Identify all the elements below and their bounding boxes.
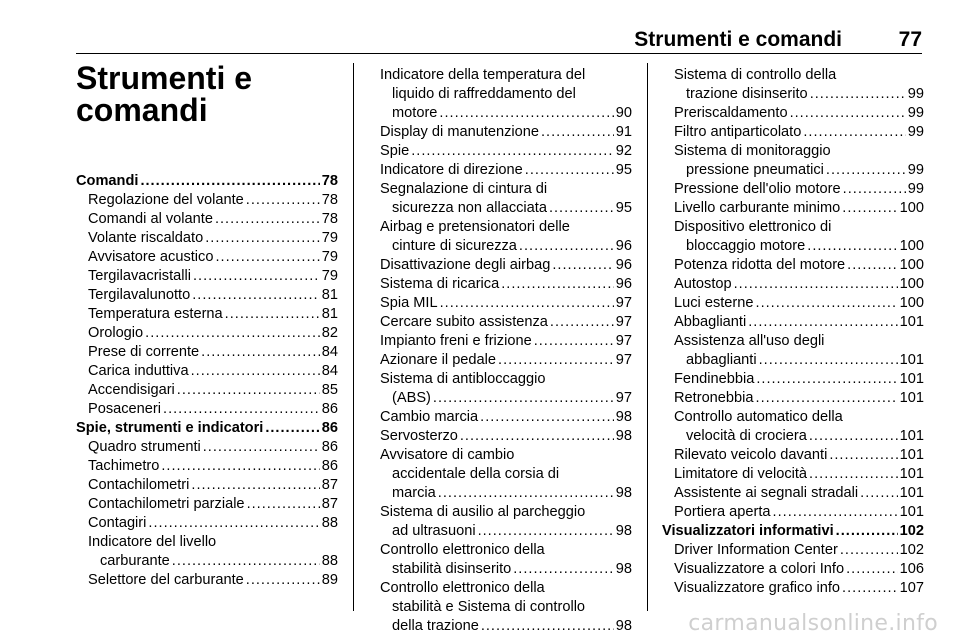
toc-page-number: 98 — [615, 618, 632, 634]
dot-leader — [549, 199, 614, 218]
toc-entry-line: Airbag e pretensionatori delle — [380, 219, 570, 235]
dot-leader — [215, 210, 320, 229]
toc-entry-label: Selettore del carburante — [88, 572, 244, 588]
toc-entry-label: Visualizzatore a colori Info — [674, 561, 845, 577]
toc-page-number: 100 — [899, 238, 924, 254]
toc-page-number: 88 — [321, 553, 338, 569]
toc-entry-label: Servosterzo — [380, 428, 458, 444]
dot-leader — [480, 408, 614, 427]
column-divider — [353, 63, 354, 611]
toc-entry-line: Sistema di monitoraggio — [674, 143, 831, 159]
toc-entry-line: Sistema di ausilio al parcheggio — [380, 504, 586, 520]
toc-page-number: 101 — [899, 447, 924, 463]
dot-leader — [525, 161, 614, 180]
toc-entry[interactable] — [368, 199, 632, 218]
toc-entry[interactable] — [662, 313, 924, 332]
toc-entry[interactable] — [368, 427, 632, 446]
toc-page-number: 90 — [615, 105, 632, 121]
dot-leader — [829, 446, 897, 465]
dot-leader — [734, 275, 898, 294]
toc-page-number: 101 — [899, 314, 924, 330]
toc-page-number: 84 — [321, 363, 338, 379]
toc-page-number: 81 — [321, 306, 338, 322]
toc-page-number: 99 — [907, 105, 924, 121]
dot-leader — [790, 104, 906, 123]
toc-page-number: 98 — [615, 561, 632, 577]
toc-entry-label: Tergilavalunotto — [88, 287, 191, 303]
dot-leader — [163, 400, 320, 419]
toc-entry-label: Portiera aperta — [674, 504, 771, 520]
toc-entry-label: Accendisigari — [88, 382, 175, 398]
toc-page-number: 101 — [899, 485, 924, 501]
toc-page-number: 85 — [321, 382, 338, 398]
toc-page-number: 98 — [615, 428, 632, 444]
toc-entry-label: Avvisatore acustico — [88, 249, 214, 265]
toc-entry-label: Carica induttiva — [88, 363, 189, 379]
toc-entry-line: Indicatore della temperatura del — [380, 67, 586, 83]
toc-entry-label: Fendinebbia — [674, 371, 755, 387]
toc-page-number: 107 — [899, 580, 924, 596]
toc-entry-label: Pressione dell'olio motore — [674, 181, 841, 197]
toc-entry[interactable] — [662, 370, 924, 389]
toc-entry[interactable] — [368, 161, 632, 180]
toc-page-number: 84 — [321, 344, 338, 360]
toc-entry-label: Cercare subito assistenza — [380, 314, 548, 330]
toc-entry-label: Visualizzatore grafico info — [674, 580, 841, 596]
toc-entry[interactable] — [76, 343, 338, 362]
toc-entry[interactable] — [662, 389, 924, 408]
dot-leader — [756, 389, 898, 408]
toc-entry[interactable] — [368, 313, 632, 332]
toc-entry-line: Controllo automatico della — [674, 409, 843, 425]
column-divider — [647, 63, 648, 611]
dot-leader — [192, 286, 320, 305]
toc-entry-label: carburante — [100, 553, 170, 569]
toc-entry[interactable] — [368, 275, 632, 294]
toc-page-number: 100 — [899, 257, 924, 273]
toc-page-number: 99 — [907, 86, 924, 102]
toc-entry-label: motore — [392, 105, 438, 121]
dot-leader — [203, 438, 320, 457]
toc-entry[interactable] — [76, 514, 338, 533]
toc-page-number: 86 — [321, 458, 338, 474]
toc-page-number: 98 — [615, 523, 632, 539]
dot-leader — [246, 571, 320, 590]
toc-entry-label: Abbaglianti — [674, 314, 747, 330]
toc-entry-label: Luci esterne — [674, 295, 754, 311]
toc-entry-label: Filtro antiparticolato — [674, 124, 802, 140]
toc-page-number: 101 — [899, 428, 924, 444]
toc-entry[interactable] — [76, 229, 338, 248]
dot-leader — [842, 199, 897, 218]
toc-column-1 — [76, 172, 338, 590]
header-rule — [76, 53, 922, 54]
toc-entry[interactable] — [368, 560, 632, 579]
toc-entry-label: Sistema di ricarica — [380, 276, 500, 292]
dot-leader — [247, 495, 320, 514]
toc-entry-label: Indicatore di direzione — [380, 162, 523, 178]
toc-entry[interactable] — [662, 180, 924, 199]
dot-leader — [191, 362, 320, 381]
dot-leader — [433, 389, 614, 408]
dot-leader — [807, 237, 897, 256]
toc-entry-label: Driver Information Center — [674, 542, 838, 558]
toc-entry-label: della trazione — [392, 618, 479, 634]
dot-leader — [140, 172, 319, 191]
toc-entry-line: Dispositivo elettronico di — [674, 219, 832, 235]
dot-leader — [205, 229, 320, 248]
toc-page-number: 99 — [907, 124, 924, 140]
toc-page-number: 81 — [321, 287, 338, 303]
toc-page-number: 100 — [899, 295, 924, 311]
toc-entry[interactable] — [662, 560, 924, 579]
toc-page-number: 106 — [899, 561, 924, 577]
toc-entry[interactable] — [76, 476, 338, 495]
toc-entry[interactable] — [368, 617, 632, 636]
dot-leader — [810, 85, 906, 104]
dot-leader — [501, 275, 614, 294]
toc-entry[interactable] — [368, 142, 632, 161]
toc-page-number: 99 — [907, 181, 924, 197]
toc-entry[interactable] — [76, 324, 338, 343]
toc-page-number: 102 — [899, 523, 924, 539]
toc-entry[interactable] — [662, 199, 924, 218]
toc-entry[interactable] — [662, 237, 924, 256]
toc-entry-label: Regolazione del volante — [88, 192, 244, 208]
toc-entry-line: Controllo elettronico della — [380, 580, 545, 596]
dot-leader — [803, 123, 905, 142]
dot-leader — [246, 191, 320, 210]
toc-entry[interactable] — [76, 210, 338, 229]
dot-leader — [773, 503, 898, 522]
chapter-title-line: Strumenti e — [76, 60, 253, 96]
toc-entry[interactable] — [76, 495, 338, 514]
dot-leader — [809, 465, 898, 484]
dot-leader — [481, 617, 614, 636]
running-header-title: Strumenti e comandi — [634, 28, 842, 51]
toc-page-number: 100 — [899, 200, 924, 216]
dot-leader — [748, 313, 897, 332]
toc-page-number: 96 — [615, 257, 632, 273]
toc-entry-line: accidentale della corsia di — [392, 466, 560, 482]
toc-entry[interactable] — [662, 427, 924, 446]
dot-leader — [826, 161, 906, 180]
toc-entry[interactable] — [76, 457, 338, 476]
toc-entry[interactable] — [76, 286, 338, 305]
dot-leader — [201, 343, 320, 362]
toc-entry[interactable] — [368, 123, 632, 142]
toc-column-2 — [368, 66, 632, 636]
toc-entry[interactable] — [368, 294, 632, 313]
toc-entry-line: stabilità e Sistema di controllo — [392, 599, 586, 615]
toc-page-number: 78 — [321, 173, 338, 189]
toc-entry[interactable] — [662, 465, 924, 484]
toc-entry[interactable] — [662, 579, 924, 598]
toc-page-number: 97 — [615, 352, 632, 368]
dot-leader — [541, 123, 614, 142]
dot-leader — [215, 248, 319, 267]
toc-entry[interactable] — [368, 351, 632, 370]
toc-entry-label: Display di manutenzione — [380, 124, 539, 140]
toc-page-number: 79 — [321, 268, 338, 284]
toc-entry[interactable] — [76, 248, 338, 267]
toc-entry-label: Spia MIL — [380, 295, 438, 311]
toc-section-entry[interactable] — [662, 522, 924, 541]
toc-entry-line: Segnalazione di cintura di — [380, 181, 548, 197]
toc-page-number: 100 — [899, 276, 924, 292]
toc-entry[interactable] — [76, 362, 338, 381]
toc-entry-label: Posaceneri — [88, 401, 162, 417]
toc-entry-label: Temperatura esterna — [88, 306, 223, 322]
toc-entry[interactable] — [662, 161, 924, 180]
toc-entry[interactable] — [76, 381, 338, 400]
toc-entry[interactable] — [368, 522, 632, 541]
toc-entry-label: Contachilometri — [88, 477, 190, 493]
toc-page-number: 89 — [321, 572, 338, 588]
dot-leader — [519, 237, 614, 256]
toc-page-number: 98 — [615, 485, 632, 501]
toc-entry[interactable] — [662, 503, 924, 522]
toc-entry[interactable] — [662, 104, 924, 123]
toc-entry-label: cinture di sicurezza — [392, 238, 517, 254]
toc-entry-line: Indicatore del livello — [88, 534, 217, 550]
chapter-title-line: comandi — [76, 92, 208, 128]
toc-entry[interactable] — [76, 438, 338, 457]
toc-page-number: 101 — [899, 352, 924, 368]
toc-entry-label: Preriscaldamento — [674, 105, 788, 121]
dot-leader — [843, 180, 906, 199]
toc-page-number: 86 — [321, 439, 338, 455]
dot-leader — [534, 332, 614, 351]
toc-page-number: 92 — [615, 143, 632, 159]
toc-entry-label: Comandi — [76, 173, 139, 189]
dot-leader — [513, 560, 614, 579]
toc-entry-line: Assistenza all'uso degli — [674, 333, 825, 349]
toc-entry[interactable] — [368, 389, 632, 408]
toc-entry[interactable] — [368, 104, 632, 123]
toc-page-number: 78 — [321, 211, 338, 227]
toc-entry[interactable] — [662, 256, 924, 275]
toc-entry-label: Impianto freni e frizione — [380, 333, 532, 349]
toc-entry-label: Prese di corrente — [88, 344, 200, 360]
toc-entry[interactable] — [662, 351, 924, 370]
toc-entry-line: Controllo elettronico della — [380, 542, 545, 558]
toc-page-number: 88 — [321, 515, 338, 531]
dot-leader — [439, 104, 613, 123]
toc-page-number: 101 — [899, 504, 924, 520]
dot-leader — [759, 351, 898, 370]
chapter-title — [76, 62, 346, 126]
toc-page-number: 86 — [321, 420, 338, 436]
toc-entry-label: abbaglianti — [686, 352, 757, 368]
toc-page-number: 95 — [615, 162, 632, 178]
toc-page-number: 79 — [321, 249, 338, 265]
dot-leader — [193, 267, 320, 286]
toc-entry[interactable] — [368, 484, 632, 503]
toc-entry-label: Spie, strumenti e indicatori — [76, 420, 264, 436]
toc-entry-label: Disattivazione degli airbag — [380, 257, 551, 273]
toc-column-3 — [662, 66, 924, 598]
toc-page-number: 99 — [907, 162, 924, 178]
toc-entry-label: Limitatore di velocità — [674, 466, 808, 482]
toc-entry[interactable] — [368, 237, 632, 256]
dot-leader — [842, 579, 898, 598]
toc-entry[interactable] — [662, 275, 924, 294]
toc-entry[interactable] — [662, 484, 924, 503]
toc-page-number: 97 — [615, 390, 632, 406]
dot-leader — [756, 370, 897, 389]
toc-page-number: 97 — [615, 295, 632, 311]
toc-entry-label: Cambio marcia — [380, 409, 479, 425]
toc-section-entry[interactable] — [76, 172, 338, 191]
toc-entry-label: Potenza ridotta del motore — [674, 257, 846, 273]
toc-entry[interactable] — [76, 305, 338, 324]
dot-leader — [177, 381, 320, 400]
dot-leader — [498, 351, 614, 370]
toc-section-entry[interactable] — [76, 419, 338, 438]
toc-entry-label: Quadro strumenti — [88, 439, 201, 455]
toc-entry-label: Tachimetro — [88, 458, 160, 474]
watermark: carmanualsonline.info — [688, 611, 938, 636]
dot-leader — [225, 305, 320, 324]
toc-page-number: 82 — [321, 325, 338, 341]
dot-leader — [552, 256, 613, 275]
toc-entry-line: Sistema di controllo della — [674, 67, 837, 83]
dot-leader — [191, 476, 319, 495]
dot-leader — [161, 457, 319, 476]
toc-entry[interactable] — [76, 191, 338, 210]
dot-leader — [438, 484, 614, 503]
toc-entry-line: liquido di raffreddamento del — [392, 86, 576, 102]
toc-page-number: 101 — [899, 371, 924, 387]
toc-entry-label: Assistente ai segnali stradali — [674, 485, 859, 501]
toc-entry-label: Azionare il pedale — [380, 352, 497, 368]
toc-entry-label: velocità di crociera — [686, 428, 807, 444]
toc-page-number: 96 — [615, 276, 632, 292]
toc-page-number: 102 — [899, 542, 924, 558]
toc-page-number: 97 — [615, 314, 632, 330]
toc-entry-label: Retronebbia — [674, 390, 754, 406]
toc-entry-label: Orologio — [88, 325, 144, 341]
dot-leader — [460, 427, 614, 446]
dot-leader — [550, 313, 614, 332]
toc-page-number: 86 — [321, 401, 338, 417]
dot-leader — [840, 541, 898, 560]
toc-entry-label: pressione pneumatici — [686, 162, 824, 178]
toc-entry-label: Visualizzatori informativi — [662, 523, 834, 539]
dot-leader — [411, 142, 614, 161]
toc-entry-label: Tergilavacristalli — [88, 268, 191, 284]
toc-entry[interactable] — [76, 571, 338, 590]
toc-page-number: 101 — [899, 390, 924, 406]
toc-entry-label: Volante riscaldato — [88, 230, 204, 246]
dot-leader — [145, 324, 320, 343]
toc-entry-label: Rilevato veicolo davanti — [674, 447, 828, 463]
toc-page-number: 98 — [615, 409, 632, 425]
toc-entry-label: bloccaggio motore — [686, 238, 806, 254]
dot-leader — [847, 256, 897, 275]
dot-leader — [265, 419, 319, 438]
toc-page-number: 91 — [615, 124, 632, 140]
toc-page-number: 101 — [899, 466, 924, 482]
toc-entry[interactable] — [662, 541, 924, 560]
dot-leader — [860, 484, 898, 503]
dot-leader — [148, 514, 319, 533]
dot-leader — [756, 294, 898, 313]
dot-leader — [478, 522, 614, 541]
toc-entry[interactable] — [76, 552, 338, 571]
toc-entry-label: ad ultrasuoni — [392, 523, 476, 539]
toc-entry-label: sicurezza non allacciata — [392, 200, 547, 216]
toc-page-number: 97 — [615, 333, 632, 349]
toc-page-number: 96 — [615, 238, 632, 254]
dot-leader — [440, 294, 614, 313]
toc-entry[interactable] — [76, 267, 338, 286]
toc-entry-label: trazione disinserito — [686, 86, 808, 102]
toc-entry[interactable] — [662, 294, 924, 313]
toc-entry-label: Comandi al volante — [88, 211, 213, 227]
toc-entry-label: (ABS) — [392, 390, 431, 406]
toc-entry-line: Avvisatore di cambio — [380, 447, 515, 463]
dot-leader — [846, 560, 898, 579]
dot-leader — [809, 427, 898, 446]
toc-page-number: 87 — [321, 496, 338, 512]
toc-entry-label: Spie — [380, 143, 410, 159]
dot-leader — [836, 522, 898, 541]
toc-page-number: 79 — [321, 230, 338, 246]
toc-entry-label: marcia — [392, 485, 436, 501]
toc-entry[interactable] — [368, 408, 632, 427]
toc-entry[interactable] — [76, 400, 338, 419]
toc-page-number: 78 — [321, 192, 338, 208]
toc-page-number: 87 — [321, 477, 338, 493]
toc-entry[interactable] — [662, 446, 924, 465]
toc-entry[interactable] — [368, 256, 632, 275]
dot-leader — [172, 552, 320, 571]
toc-entry-label: stabilità disinserito — [392, 561, 512, 577]
toc-entry-label: Livello carburante minimo — [674, 200, 841, 216]
toc-entry[interactable] — [368, 332, 632, 351]
toc-page-number: 95 — [615, 200, 632, 216]
toc-entry[interactable] — [662, 85, 924, 104]
toc-entry-label: Contagiri — [88, 515, 147, 531]
toc-entry-line: Sistema di antibloccaggio — [380, 371, 546, 387]
toc-entry-label: Contachilometri parziale — [88, 496, 245, 512]
toc-entry[interactable] — [662, 123, 924, 142]
page-number: 77 — [898, 28, 922, 51]
toc-entry-label: Autostop — [674, 276, 732, 292]
